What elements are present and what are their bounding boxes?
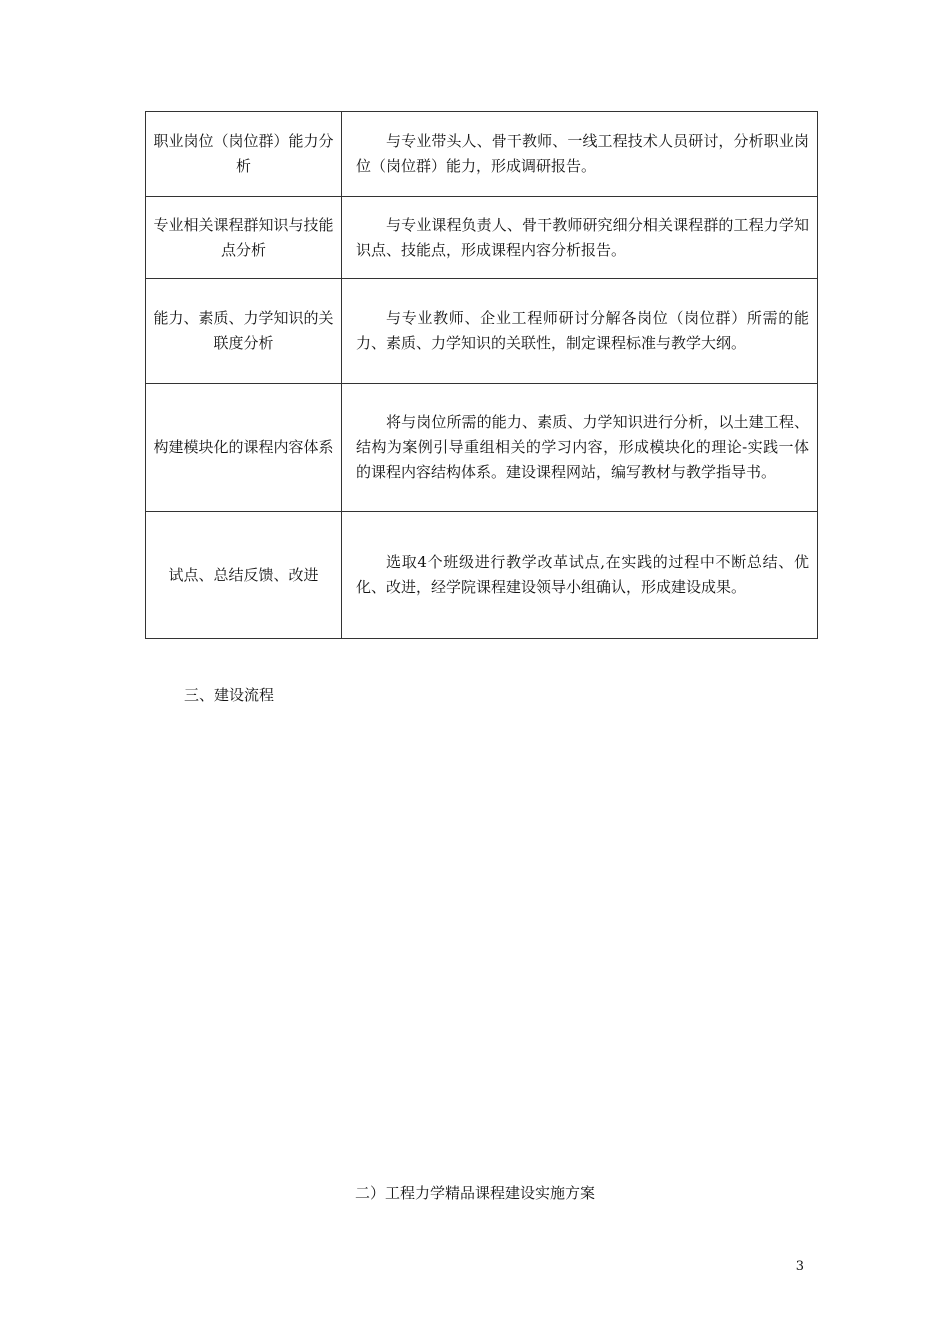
task-cell: 试点、总结反馈、改进 (146, 512, 342, 639)
task-cell: 专业相关课程群知识与技能点分析 (146, 197, 342, 279)
task-cell: 职业岗位（岗位群）能力分析 (146, 112, 342, 197)
description-cell: 与专业教师、企业工程师研讨分解各岗位（岗位群）所需的能力、素质、力学知识的关联性，制定课程标准与教学大纲。 (342, 279, 818, 384)
description-cell: 与专业课程负责人、骨干教师研究细分相关课程群的工程力学知识点、技能点，形成课程内容分析报告。 (342, 197, 818, 279)
section-heading: 三、建设流程 (184, 686, 275, 704)
description-cell: 将与岗位所需的能力、素质、力学知识进行分析，以土建工程、结构为案例引导重组相关的学习内容，形成模块化的理论-实践一体的课程内容结构体系。建设课程网站，编写教材与教学指导书。 (342, 384, 818, 512)
description-cell: 与专业带头人、骨干教师、一线工程技术人员研讨，分析职业岗位（岗位群）能力，形成调研报告。 (342, 112, 818, 197)
task-cell: 构建模块化的课程内容体系 (146, 384, 342, 512)
table-row (146, 112, 818, 197)
table-row (146, 512, 818, 639)
sub-heading: 二）工程力学精品课程建设实施方案 (354, 1184, 595, 1202)
page-number: 3 (795, 1259, 804, 1274)
table-row (146, 197, 818, 279)
table-row (146, 279, 818, 384)
description-cell: 选取4个班级进行教学改革试点,在实践的过程中不断总结、优化、改进，经学院课程建设领导小组确认，形成建设成果。 (342, 512, 818, 639)
table-row (146, 384, 818, 512)
course-construction-table (145, 111, 818, 639)
task-cell: 能力、素质、力学知识的关联度分析 (146, 279, 342, 384)
